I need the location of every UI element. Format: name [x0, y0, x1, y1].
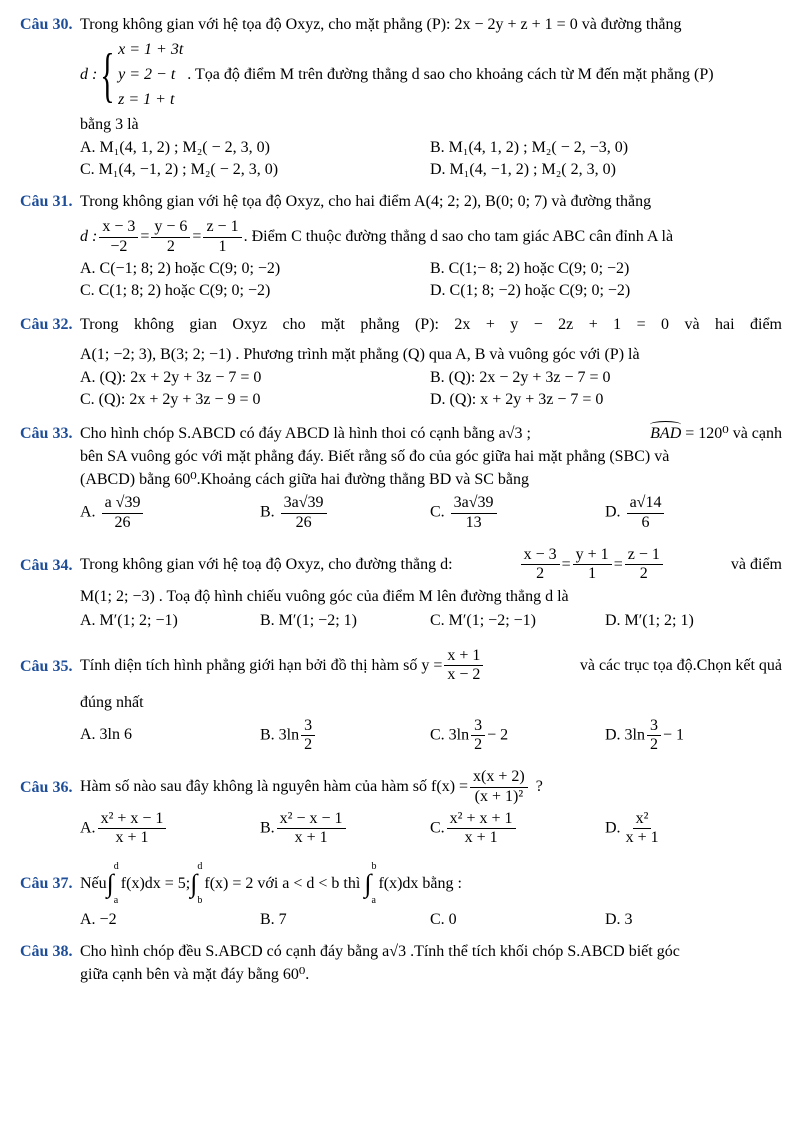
numerator: x² [633, 810, 652, 829]
question-text: (ABCD) bằng 60⁰.Khoảng cách giữa hai đường thẳng BD và SC bằng [80, 471, 530, 489]
option-b[interactable] [260, 717, 430, 755]
question-label: Câu 30. [20, 16, 73, 33]
denominator: 26 [295, 513, 312, 531]
answer-options [80, 494, 782, 532]
denominator: 13 [465, 513, 482, 531]
question-text: f(x)dx bằng : [378, 874, 462, 892]
question-33 [20, 424, 782, 532]
answer-options [80, 259, 782, 301]
lower-limit: b [197, 894, 203, 906]
angle-label: BAD [650, 425, 682, 443]
question-text: M(1; 2; −3) . Toạ độ hình chiếu vuông góc của điểm M lên đường thẳng d là [80, 587, 569, 605]
question-text: = 120⁰ và cạnh [685, 425, 782, 443]
option-b[interactable]: B. (Q): 2x − 2y + 3z − 7 = 0 [430, 369, 611, 387]
question-label: Câu 31. [20, 193, 73, 211]
equation-system: { x = 1 + 3t y = 2 − t z = 1 + t [99, 38, 183, 112]
option-letter: D. [605, 503, 621, 521]
upper-limit: b [371, 860, 377, 872]
denominator: (x + 1)² [474, 787, 524, 805]
denominator: 26 [114, 513, 131, 531]
integral: ∫ d a [106, 860, 119, 906]
option-a[interactable]: A. M₁(4, 1, 2) ; M₂( − 2, 3, 0) [80, 139, 270, 157]
numerator: x² + x + 1 [447, 810, 516, 829]
question-text: f(x) = 2 với a < d < b thì [204, 874, 361, 892]
question-31: Câu 31. Trong không gian với hệ tọa độ Oxyz, cho hai điểm A(4; 2; 2), B(0; 0; 7) và đường thẳng d : $\frac{x - 3}{-2}$ = $\frac{y - 6}{2}$ = $\frac{z - 1}{1}$ . Điểm C thuộc đường thẳng d sao cho tam giác ABC cân đỉnh A là A. C(−1; 8; 2) hoặc C(9; 0; −2) B. C(1;− 8; 2) hoặc C(9; 0; −2) C. C(1; 8; 2) hoặc C(9; 0; −2) D. C(1; 8; −2) hoặc C(9; 0; −2) [20, 192, 782, 301]
option-b[interactable]: B. 7 [260, 910, 287, 928]
fraction [281, 494, 327, 532]
option-letter: B. [260, 503, 275, 521]
question-text: giữa cạnh bên và mặt đáy bằng 60⁰. [80, 965, 310, 983]
question-38 [20, 942, 782, 985]
fraction [277, 810, 346, 848]
question-30 [20, 15, 782, 180]
option-d[interactable]: D. M′(1; 2; 1) [605, 611, 694, 629]
option-b[interactable]: B. M₁(4, 1, 2) ; M₂( − 2, −3, 0) [430, 139, 629, 157]
equation-row: y = 2 − t [118, 65, 176, 83]
question-34: Câu 34. Trong không gian với hệ toạ độ Oxyz, cho đường thẳng d: $\frac{x - 3}{2}$ = $\frac{y + 1}{1}$ = $\frac{z - 1}{2}$ và điểm M(1; 2; −3) . Toạ độ hình chiếu vuông góc của điểm M lên đường thẳng d là A. M′(1; 2; −1) B. M′(1; −2; 1) C. M′(1; −2; −1) D. M′(1; 2; 1) [20, 545, 782, 629]
numerator: 3 [647, 717, 661, 736]
option-text: B. 3ln [260, 726, 300, 744]
numerator: x(x + 2) [470, 768, 528, 787]
numerator: 3 [471, 717, 485, 736]
numerator: z − 1 [203, 218, 241, 237]
option-d[interactable] [605, 810, 782, 848]
line-label: d : [80, 228, 98, 246]
denominator: 2 [650, 735, 658, 753]
answer-options [80, 810, 782, 848]
fraction [203, 218, 241, 256]
numerator: 3 [301, 717, 315, 736]
fraction [99, 218, 138, 256]
question-text: bên SA vuông góc với mặt phẳng đáy. Biết rằng số đo của góc giữa hai mặt phẳng (SBC) và [80, 448, 670, 466]
option-a[interactable]: A. C(−1; 8; 2) hoặc C(9; 0; −2) [80, 260, 281, 278]
fraction [444, 647, 483, 685]
question-text: . Điểm C thuộc đường thẳng d sao cho tam giác ABC cân đỉnh A là [243, 228, 674, 246]
option-b[interactable] [260, 494, 430, 532]
question-text: Trong không gian với hệ toạ độ Oxyz, cho đường thẳng d: [80, 555, 453, 573]
equation-row: z = 1 + t [118, 90, 175, 108]
option-text: C. 3ln [430, 726, 470, 744]
option-c[interactable]: C. (Q): 2x + 2y + 3z − 9 = 0 [80, 391, 261, 409]
numerator: a √39 [102, 494, 144, 513]
question-text: Trong không gian với hệ tọa độ Oxyz, cho mặt phẳng (P): 2x − 2y + z + 1 = 0 và đường thẳng [80, 16, 682, 33]
denominator: x + 1 [294, 829, 328, 847]
answer-options [80, 910, 782, 930]
option-d[interactable] [605, 717, 782, 755]
fraction [471, 717, 485, 755]
answer-options [80, 717, 782, 755]
question-label: Câu 34. [20, 556, 73, 574]
integral: ∫ d b [190, 860, 203, 906]
option-a[interactable]: A. (Q): 2x + 2y + 3z − 7 = 0 [80, 369, 262, 387]
fraction [470, 768, 528, 806]
denominator: 1 [588, 565, 597, 583]
question-text: bằng 3 là [80, 116, 139, 134]
numerator: a√14 [627, 494, 665, 513]
upper-limit: d [197, 860, 203, 872]
answer-options [80, 368, 782, 410]
fraction [447, 810, 516, 848]
question-label: Câu 35. [20, 657, 73, 675]
option-a[interactable]: A. −2 [80, 910, 117, 928]
answer-options [80, 138, 782, 180]
question-label: Câu 32. [20, 316, 73, 334]
line-label: d : [80, 66, 98, 84]
question-text: Nếu [80, 874, 107, 892]
option-c[interactable]: C. M′(1; −2; −1) [430, 611, 536, 629]
option-letter: C. [430, 819, 445, 837]
option-letter: A. [80, 503, 96, 521]
option-c[interactable] [430, 494, 605, 532]
integral: ∫ b a [364, 860, 377, 906]
question-36 [20, 768, 782, 848]
lower-limit: a [113, 894, 119, 906]
option-a[interactable]: A. 3ln 6 [80, 726, 132, 744]
denominator: x − 2 [447, 666, 481, 684]
option-letter: A. [80, 819, 96, 837]
option-text: − 1 [663, 726, 685, 744]
question-text: Cho hình chóp S.ABCD có đáy ABCD là hình thoi có cạnh bằng a√3 ; [80, 425, 531, 443]
denominator: 6 [641, 513, 650, 531]
question-text: và điểm [730, 555, 782, 573]
question-text: Tính diện tích hình phẳng giới hạn bởi đồ thị hàm số y = [80, 656, 443, 674]
fraction [102, 494, 144, 532]
denominator: 1 [218, 237, 227, 255]
question-text: Trong không gian với hệ tọa độ Oxyz, cho hai điểm A(4; 2; 2), B(0; 0; 7) và đường thẳng [80, 193, 652, 211]
fraction [98, 810, 167, 848]
option-b[interactable]: B. C(1;− 8; 2) hoặc C(9; 0; −2) [430, 260, 630, 278]
fraction [151, 218, 190, 256]
denominator: 2 [639, 565, 648, 583]
option-c[interactable]: C. M₁(4, −1, 2) ; M₂( − 2, 3, 0) [80, 161, 279, 179]
option-b[interactable] [260, 810, 430, 848]
question-label: Câu 37. [20, 874, 73, 892]
denominator: 2 [166, 237, 175, 255]
denominator: 2 [536, 565, 545, 583]
upper-limit: d [113, 860, 119, 872]
question-text: đúng nhất [80, 693, 144, 711]
denominator: x + 1 [464, 829, 498, 847]
option-text: D. 3ln [605, 726, 645, 744]
question-text: f(x)dx = 5; [120, 874, 191, 892]
numerator: x² + x − 1 [98, 810, 167, 829]
option-d[interactable]: D. M₁(4, −1, 2) ; M₂( 2, 3, 0) [430, 161, 616, 179]
option-a[interactable] [80, 494, 260, 532]
numerator: y + 1 [573, 546, 612, 565]
numerator: 3a√39 [281, 494, 327, 513]
question-text: ? [535, 778, 543, 796]
denominator: 2 [304, 735, 313, 753]
denominator: 2 [474, 735, 483, 753]
question-label: Câu 36. [20, 779, 73, 797]
numerator: 3a√39 [451, 494, 497, 513]
numerator: x − 3 [99, 218, 138, 237]
lower-limit: a [371, 894, 376, 906]
question-35 [20, 647, 782, 755]
question-text: Trong không gian Oxyz cho mặt phẳng (P): 2x + y − 2z + 1 = 0 và hai điểm [80, 316, 782, 334]
fraction [521, 546, 560, 584]
question-text: A(1; −2; 3), B(3; 2; −1) . Phương trình mặt phẳng (Q) qua A, B và vuông góc với (P) là [80, 346, 640, 364]
option-letter: B. [260, 819, 275, 837]
option-c[interactable] [430, 717, 605, 755]
question-label: Câu 33. [20, 425, 73, 443]
equation-row: x = 1 + 3t [118, 41, 184, 58]
option-c[interactable]: C. C(1; 8; 2) hoặc C(9; 0; −2) [80, 282, 271, 300]
fraction [625, 546, 663, 584]
option-d[interactable]: D. (Q): x + 2y + 3z − 7 = 0 [430, 391, 604, 409]
numerator: x² − x − 1 [277, 810, 346, 829]
question-text: Cho hình chóp đều S.ABCD có cạnh đáy bằng a√3 .Tính thể tích khối chóp S.ABCD biết góc [80, 942, 680, 960]
option-d[interactable]: D. C(1; 8; −2) hoặc C(9; 0; −2) [430, 282, 631, 300]
option-b[interactable]: B. M′(1; −2; 1) [260, 611, 357, 629]
denominator: −2 [110, 237, 128, 255]
answer-options [80, 611, 782, 631]
fraction [451, 494, 497, 532]
option-c[interactable]: C. 0 [430, 910, 457, 928]
option-d[interactable] [605, 494, 782, 532]
numerator: z − 1 [625, 546, 663, 565]
numerator: y − 6 [151, 218, 190, 237]
denominator: x + 1 [115, 829, 149, 847]
fraction [301, 717, 315, 755]
numerator: x + 1 [444, 647, 483, 666]
option-a[interactable]: A. M′(1; 2; −1) [80, 611, 178, 629]
option-letter: C. [430, 503, 445, 521]
fraction [647, 717, 661, 755]
option-letter: D. [605, 819, 621, 837]
fraction [623, 810, 662, 848]
option-a[interactable] [80, 810, 260, 848]
question-text: . Tọa độ điểm M trên đường thẳng d sao cho khoảng cách từ M đến mặt phẳng (P) [187, 66, 714, 84]
question-label: Câu 38. [20, 942, 73, 960]
question-37 [20, 862, 782, 930]
numerator: x − 3 [521, 546, 560, 565]
option-c[interactable] [430, 810, 605, 848]
question-text: và các trục tọa độ.Chọn kết quả [579, 656, 782, 674]
question-text: Hàm số nào sau đây không là nguyên hàm của hàm số f(x) = [80, 778, 469, 796]
question-32 [20, 315, 782, 410]
fraction [573, 546, 612, 584]
option-d[interactable]: D. 3 [605, 910, 633, 928]
denominator: x + 1 [625, 829, 659, 847]
fraction [627, 494, 665, 532]
option-text: − 2 [487, 726, 509, 744]
